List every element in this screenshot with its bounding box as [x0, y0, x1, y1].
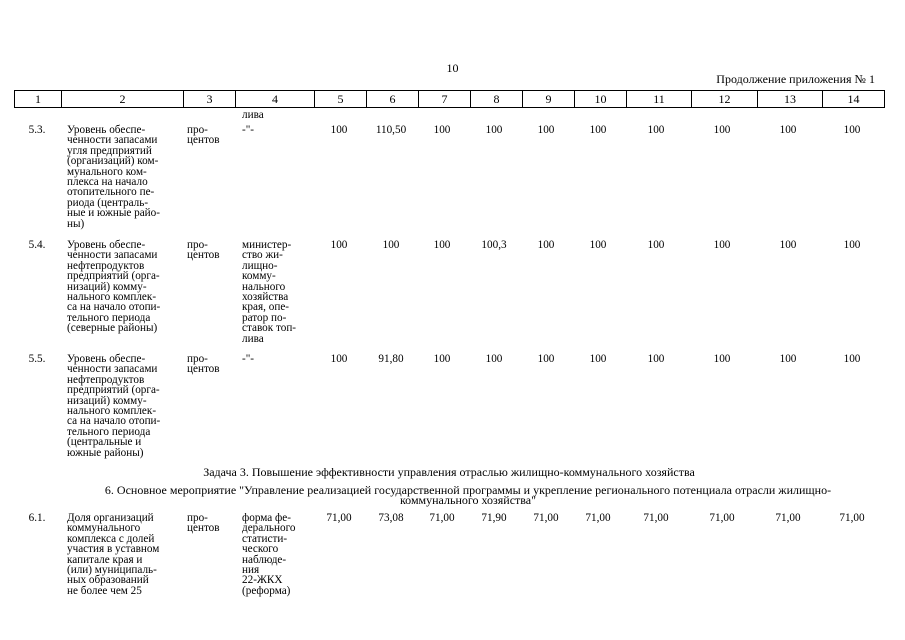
header-col-1: 1	[15, 91, 62, 108]
header-col-6: 6	[367, 91, 419, 108]
header-col-7: 7	[419, 91, 471, 108]
value-cell: 100	[330, 124, 348, 136]
unit-cell: про- центов	[187, 512, 220, 535]
value-cell: 71,00	[709, 512, 735, 524]
value-cell: 100	[647, 124, 665, 136]
header-col-13: 13	[758, 91, 823, 108]
header-col-9: 9	[523, 91, 575, 108]
value-cell: 100	[382, 239, 400, 251]
header-col-8: 8	[471, 91, 523, 108]
value-cell: 100	[713, 239, 731, 251]
column-number-header	[14, 90, 885, 108]
value-cell: 71,00	[643, 512, 669, 524]
value-cell: 100	[779, 124, 797, 136]
value-cell: 71,00	[533, 512, 559, 524]
value-cell: 100	[589, 239, 607, 251]
value-cell: 100	[485, 353, 503, 365]
value-cell: 100	[713, 353, 731, 365]
unit-cell: про- центов	[187, 124, 220, 147]
value-cell: 110,50	[375, 124, 407, 136]
header-col-10: 10	[575, 91, 627, 108]
row-number: 5.5.	[28, 353, 46, 365]
value-cell: 71,00	[839, 512, 865, 524]
header-col-5: 5	[315, 91, 367, 108]
source-cell: министер- ство жи- лищно- комму- нального хозяйства края, опе- ратор по- ставок топ- лива	[242, 239, 297, 345]
value-cell: 100	[647, 353, 665, 365]
value-cell: 100	[537, 353, 555, 365]
value-cell: 100,3	[481, 239, 507, 251]
header-col-11: 11	[627, 91, 692, 108]
indicator-name: Уровень обеспе- ченности запасами нефтепродуктов предприятий (орга- низаций) комму- нального комплек- са на начало отопи- тельного периода (центральные и южные районы)	[67, 353, 161, 459]
value-cell: 100	[433, 239, 451, 251]
row-number: 6.1.	[28, 512, 46, 524]
source-cell: -"-	[242, 124, 255, 136]
value-cell: 100	[537, 124, 555, 136]
value-cell: 100	[589, 353, 607, 365]
value-cell: 73,08	[378, 512, 404, 524]
continuation-label: Продолжение приложения № 1	[716, 72, 875, 86]
header-col-2: 2	[62, 91, 184, 108]
value-cell: 100	[433, 353, 451, 365]
value-cell: 100	[485, 124, 503, 136]
unit-cell: про- центов	[187, 239, 220, 262]
value-cell: 100	[843, 353, 861, 365]
main-measure-heading: 6. Основное мероприятие "Управление реализацией государственной программы и укрепление регионального потенциала отрасли жилищно- коммунального хозяйства"	[104, 483, 832, 508]
source-cell: форма фе- дерального статисти- ческого наблюде- ния 22-ЖКХ (реформа)	[242, 512, 296, 597]
value-cell: 100	[843, 124, 861, 136]
value-cell: 100	[779, 239, 797, 251]
row-number: 5.4.	[28, 239, 46, 251]
header-col-3: 3	[184, 91, 236, 108]
page-number: 10	[446, 61, 459, 75]
indicator-name: Уровень обеспе- ченности запасами нефтепродуктов предприятий (орга- низаций) комму- нального комплек- са на начало отопи- тельного периода (северные районы)	[67, 239, 161, 335]
value-cell: 100	[330, 239, 348, 251]
unit-cell: про- центов	[187, 353, 220, 376]
indicator-name: Уровень обеспе- ченности запасами угля предприятий (организаций) ком- мунального ком- плекса на начало отопительного пе- риода (централь- ные и южные райо- ны)	[67, 124, 160, 230]
value-cell: 71,90	[481, 512, 507, 524]
row-number: 5.3.	[28, 124, 46, 136]
header-col-14: 14	[823, 91, 885, 108]
value-cell: 100	[647, 239, 665, 251]
value-cell: 71,00	[585, 512, 611, 524]
value-cell: 100	[713, 124, 731, 136]
indicator-name: Доля организаций коммунального комплекса с долей участия в уставном капитале края и (или) муниципаль- ных образований не более чем 25	[67, 512, 160, 597]
value-cell: 100	[843, 239, 861, 251]
carry-over-text: лива	[242, 109, 264, 121]
value-cell: 71,00	[429, 512, 455, 524]
value-cell: 100	[330, 353, 348, 365]
value-cell: 100	[589, 124, 607, 136]
value-cell: 100	[433, 124, 451, 136]
header-col-4: 4	[236, 91, 315, 108]
header-col-12: 12	[692, 91, 758, 108]
value-cell: 71,00	[326, 512, 352, 524]
value-cell: 91,80	[378, 353, 404, 365]
source-cell: -"-	[242, 353, 255, 365]
value-cell: 71,00	[775, 512, 801, 524]
task-heading: Задача 3. Повышение эффективности управления отраслью жилищно-коммунального хозяйства	[203, 465, 695, 479]
value-cell: 100	[779, 353, 797, 365]
value-cell: 100	[537, 239, 555, 251]
